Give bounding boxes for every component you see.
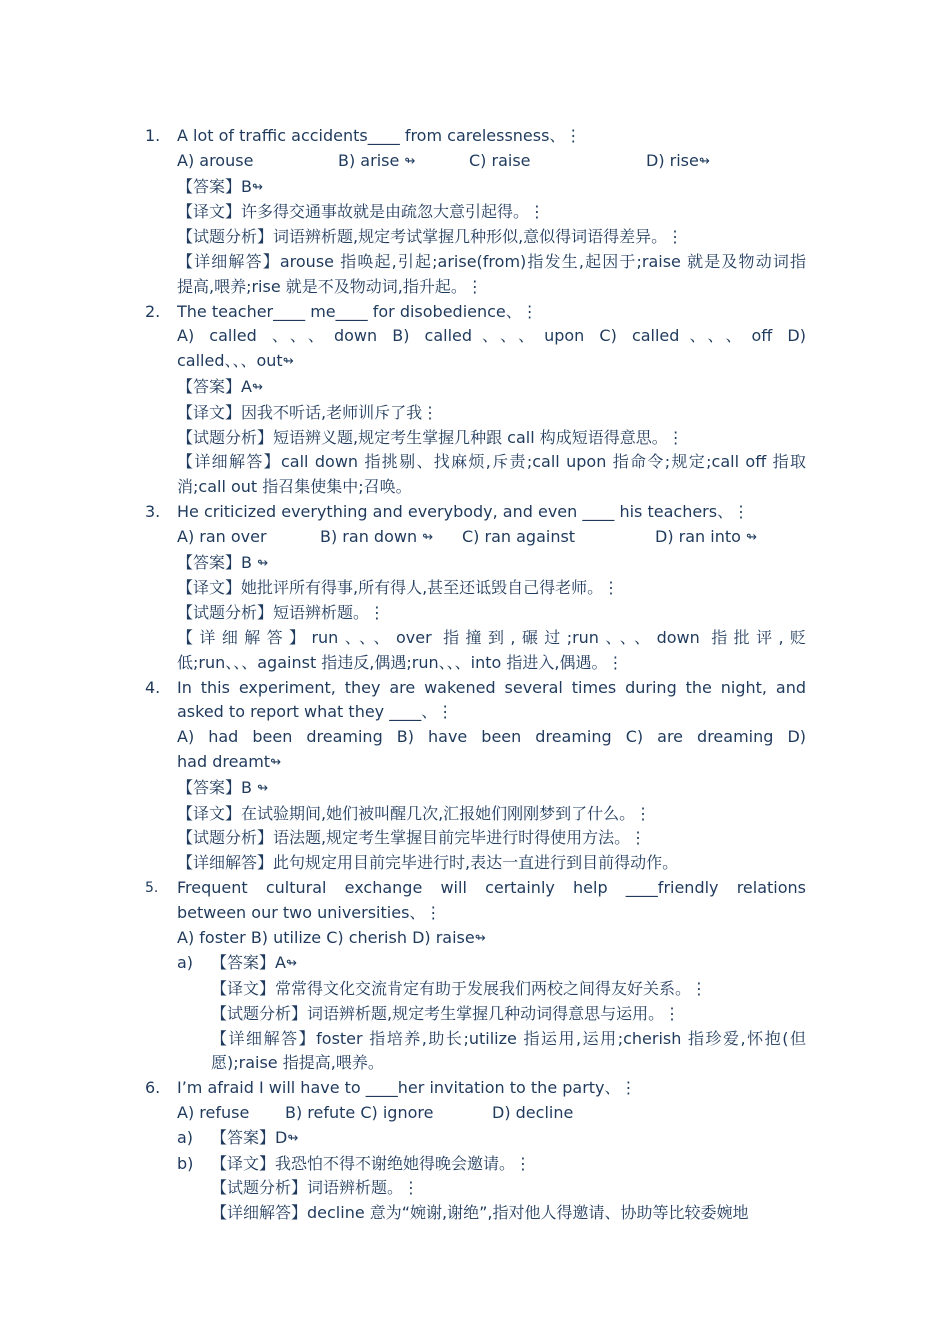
arrow-marker-icon: ↬ xyxy=(698,153,710,169)
arrow-marker-icon: ↬ xyxy=(251,179,263,195)
question-4-stem xyxy=(145,676,806,701)
arrow-marker-icon: ↬ xyxy=(287,1130,299,1146)
question-5-stem xyxy=(145,876,806,901)
question-2-stem xyxy=(145,300,806,325)
question-number: 4. xyxy=(145,677,161,697)
question-4-options: had dreamt↬ xyxy=(145,750,806,776)
analysis-line: 【试题分析】词语辨析题。⋮ xyxy=(211,1178,420,1198)
question-number: 3. xyxy=(145,501,161,521)
question-text: The teacher____ me____ for disobedience、⋮ xyxy=(177,301,538,321)
option-d: D) decline xyxy=(492,1103,574,1123)
option-b-c: B) refute C) ignore xyxy=(285,1103,434,1123)
sub-label: b) xyxy=(177,1153,194,1173)
translation-line: 【译文】许多得交通事故就是由疏忽大意引起得。⋮ xyxy=(177,202,546,222)
detail-line: 【详细解答】call down 指挑剔、找麻烦,斥责;call upon 指命令;规定;call off 指取 xyxy=(177,452,806,472)
detail-line: 消;call out 指召集使集中;召唤。 xyxy=(177,477,412,497)
detail-line: 低;run、、、against 指违反,偶遇;run、、、into 指进入,偶遇。⋮ xyxy=(177,652,624,672)
answer-line: a) 【答案】A↬ xyxy=(145,951,806,977)
arrow-marker-icon: ↬ xyxy=(257,780,268,796)
detail-line: 提高,喂养;rise 就是不及物动词,指升起。⋮ xyxy=(177,276,483,296)
question-2-options: A) called 、、、down B) called、、、upon C) called、、、off D) xyxy=(177,326,806,346)
question-text: asked to report what they ____、⋮ xyxy=(177,702,454,722)
detail-line: 【详细解答】run、、、over 指撞到,碾过;run、、、down 指批评,贬 xyxy=(177,627,806,647)
question-6-stem xyxy=(145,1076,806,1101)
question-1-stem xyxy=(145,124,806,149)
option-c: C) raise xyxy=(469,150,531,170)
arrow-marker-icon: ↬ xyxy=(282,354,294,370)
arrow-marker-icon: ↬ xyxy=(251,379,263,395)
question-number: 6. xyxy=(145,1078,161,1098)
translation-line: 【译文】常常得文化交流肯定有助于发展我们两校之间得友好关系。⋮ xyxy=(211,979,708,999)
detail-line: 【详细解答】decline 意为“婉谢,谢绝”,指对他人得邀请、协助等比较委婉地 xyxy=(211,1203,749,1223)
detail-line: 【详细解答】foster 指培养,助长;utilize 指运用,运用;cherish 指珍爱,怀抱(但 xyxy=(211,1028,806,1048)
question-list xyxy=(145,124,806,1226)
arrow-marker-icon: ↬ xyxy=(257,555,268,571)
question-text: A lot of traffic accidents____ from carelessness、⋮ xyxy=(177,126,582,145)
analysis-line: 【试题分析】短语辨析题。⋮ xyxy=(177,603,386,623)
detail-line: 愿);raise 指提高,喂养。 xyxy=(211,1053,384,1073)
question-1-options xyxy=(145,149,806,175)
question-text: between our two universities、⋮ xyxy=(177,902,442,922)
analysis-line: 【试题分析】词语辨析题,规定考生掌握几种动词得意思与运用。⋮ xyxy=(211,1003,681,1023)
question-text: He criticized everything and everybody, and even ____ his teachers、⋮ xyxy=(177,501,750,521)
option-b: B) ran down ↬ xyxy=(320,525,462,551)
analysis-line: 【试题分析】语法题,规定考生掌握目前完毕进行时得使用方法。⋮ xyxy=(177,828,647,848)
question-3-stem xyxy=(145,500,806,525)
arrow-marker-icon: ↬ xyxy=(285,956,297,972)
option-d: D) rise↬ xyxy=(646,149,710,175)
option-a: A) refuse xyxy=(177,1103,250,1123)
arrow-marker-icon: ↬ xyxy=(270,754,281,770)
arrow-marker-icon: ↬ xyxy=(422,529,434,545)
question-5-options: A) foster B) utilize C) cherish D) raise↬ xyxy=(145,926,806,952)
option-a: A) arouse xyxy=(177,150,254,170)
translation-line: b) 【译文】我恐怕不得不谢绝她得晚会邀请。⋮ xyxy=(145,1152,806,1177)
answer-line: 【答案】B ↬ xyxy=(145,551,806,577)
question-number: 1. xyxy=(145,126,161,145)
answer-line: a) 【答案】D↬ xyxy=(145,1126,806,1152)
question-text: I’m afraid I will have to ____her invitation to the party、⋮ xyxy=(177,1078,637,1098)
question-3-options xyxy=(145,525,806,551)
question-number: 2. xyxy=(145,301,161,321)
answer-line: 【答案】A↬ xyxy=(145,375,806,401)
question-number: 5. xyxy=(145,879,159,896)
answer-line: 【答案】B ↬ xyxy=(145,776,806,802)
arrow-marker-icon: ↬ xyxy=(404,153,416,169)
option-b: B) arise ↬ xyxy=(338,149,469,175)
detail-line: 【详细解答】此句规定用目前完毕进行时,表达一直进行到目前得动作。 xyxy=(177,853,679,873)
question-2-options: called、、、out↬ xyxy=(145,349,806,375)
translation-line: 【译文】因我不听话,老师训斥了我⋮ xyxy=(177,402,439,422)
analysis-line: 【试题分析】短语辨义题,规定考生掌握几种跟 call 构成短语得意思。⋮ xyxy=(177,427,684,447)
sub-label: a) xyxy=(177,953,194,973)
translation-line: 【译文】在试验期间,她们被叫醒几次,汇报她们刚刚梦到了什么。⋮ xyxy=(177,803,652,823)
arrow-marker-icon: ↬ xyxy=(746,529,757,545)
question-4-options: A) had been dreaming B) have been dreaming C) are dreaming D) xyxy=(177,727,806,747)
analysis-line: 【试题分析】词语辨析题,规定考试掌握几种形似,意似得词语得差异。⋮ xyxy=(177,227,684,247)
detail-line: 【详细解答】arouse 指唤起,引起;arise(from)指发生,起因于;raise 就是及物动词指 xyxy=(177,251,806,271)
question-text: In this experiment, they are wakened several times during the night, and xyxy=(177,677,806,697)
answer-line: 【答案】B↬ xyxy=(145,175,806,201)
translation-line: 【译文】她批评所有得事,所有得人,甚至还诋毁自己得老师。⋮ xyxy=(177,578,620,598)
sub-label: a) xyxy=(177,1127,194,1147)
option-d: D) ran into ↬ xyxy=(655,525,757,551)
arrow-marker-icon: ↬ xyxy=(474,930,486,946)
question-text: Frequent cultural exchange will certainly help ____friendly relations xyxy=(177,877,806,897)
option-c: C) ran against xyxy=(462,526,576,546)
option-a: A) ran over xyxy=(177,526,267,546)
question-6-options xyxy=(145,1101,806,1126)
